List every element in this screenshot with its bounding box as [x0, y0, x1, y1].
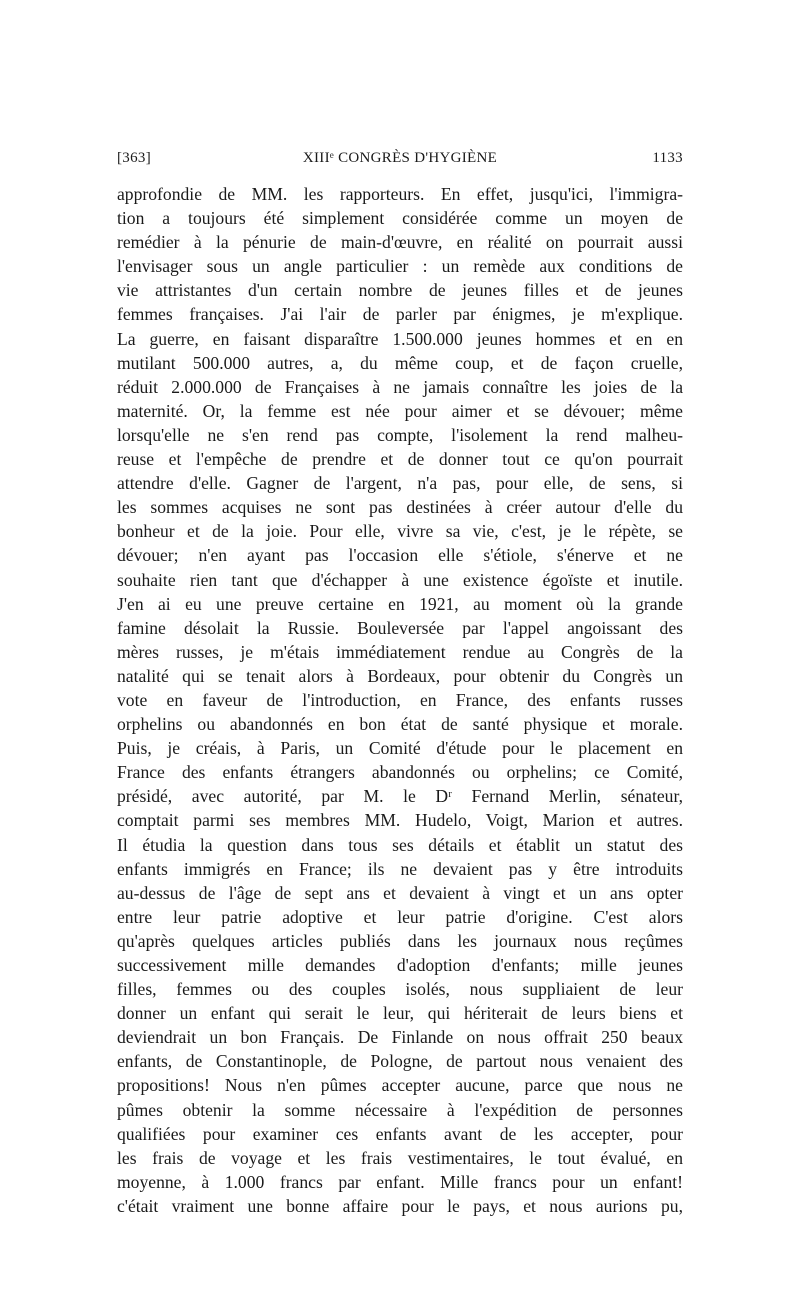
- text-line: attendre d'elle. Gagner de l'argent, n'a pas, pour elle, de sens, si: [117, 473, 683, 494]
- text-line: au-dessus de l'âge de sept ans et devaient à vingt et un ans opter: [117, 882, 683, 903]
- text-line: lorsqu'elle ne s'en rend pas compte, l'isolement la rend malheu-: [117, 424, 683, 445]
- running-header: [117, 150, 683, 172]
- body-text: [117, 182, 683, 1218]
- text-line: pûmes obtenir la somme nécessaire à l'expédition de personnes: [117, 1099, 683, 1120]
- text-line: famine désolait la Russie. Bouleversée par l'appel angoissant des: [117, 617, 683, 638]
- page-reference: [363]: [117, 150, 151, 166]
- text-line: souhaite rien tant que d'échapper à une existence égoïste et inutile.: [117, 569, 683, 590]
- text-line: propositions! Nous n'en pûmes accepter aucune, parce que nous ne: [117, 1075, 683, 1096]
- text-line: natalité qui se tenait alors à Bordeaux, pour obtenir du Congrès un: [117, 665, 683, 686]
- text-line: deviendrait un bon Français. De Finlande on nous offrait 250 beaux: [117, 1027, 683, 1048]
- text-line: les sommes acquises ne sont pas destinées à créer autour d'elle du: [117, 497, 683, 518]
- text-line: mères russes, je m'étais immédiatement rendue au Congrès de la: [117, 641, 683, 662]
- text-line: qualifiées pour examiner ces enfants avant de les accepter, pour: [117, 1123, 683, 1144]
- text-line: maternité. Or, la femme est née pour aimer et se dévouer; même: [117, 400, 683, 421]
- text-line: réduit 2.000.000 de Françaises à ne jamais connaître les joies de la: [117, 376, 683, 397]
- text-line: remédier à la pénurie de main-d'œuvre, en réalité on pourrait aussi: [117, 232, 683, 253]
- text-line: successivement mille demandes d'adoption d'enfants; mille jeunes: [117, 955, 683, 975]
- text-line: approfondie de MM. les rapporteurs. En effet, jusqu'ici, l'immigra-: [117, 184, 683, 204]
- text-line: qu'après quelques articles publiés dans les journaux nous reçûmes: [117, 930, 683, 951]
- text-line: vote en faveur de l'introduction, en France, des enfants russes: [117, 689, 683, 710]
- text-line: enfants immigrés en France; ils ne devaient pas y être introduits: [117, 858, 683, 879]
- text-line: entre leur patrie adoptive et leur patrie d'origine. C'est alors: [117, 906, 683, 927]
- text-line: vie attristantes d'un certain nombre de jeunes filles et de jeunes: [117, 280, 683, 301]
- text-line: femmes françaises. J'ai l'air de parler par énigmes, je m'explique.: [117, 304, 683, 325]
- text-line: Puis, je créais, à Paris, un Comité d'étude pour le placement en: [117, 738, 683, 759]
- text-line: moyenne, à 1.000 francs par enfant. Mille francs pour un enfant!: [117, 1171, 683, 1192]
- text-line: c'était vraiment une bonne affaire pour le pays, et nous aurions pu,: [117, 1195, 683, 1216]
- text-line: dévouer; n'en ayant pas l'occasion elle s'étiole, s'énerve et ne: [117, 545, 683, 566]
- text-line: présidé, avec autorité, par M. le Dʳ Fernand Merlin, sénateur,: [117, 786, 683, 807]
- text-line: Il étudia la question dans tous ses détails et établit un statut des: [117, 834, 683, 855]
- text-line: reuse et l'empêche de prendre et de donner tout ce qu'on pourrait: [117, 449, 683, 470]
- text-line: bonheur et de la joie. Pour elle, vivre sa vie, c'est, je le répète, se: [117, 521, 683, 542]
- text-line: comptait parmi ses membres MM. Hudelo, Voigt, Marion et autres.: [117, 810, 683, 831]
- text-line: France des enfants étrangers abandonnés ou orphelins; ce Comité,: [117, 762, 683, 783]
- text-line: donner un enfant qui serait le leur, qui hériterait de leurs biens et: [117, 1003, 683, 1024]
- text-line: J'en ai eu une preuve certaine en 1921, au moment où la grande: [117, 593, 683, 614]
- running-title: XIIIᵉ CONGRÈS D'HYGIÈNE: [302, 150, 498, 166]
- text-line: enfants, de Constantinople, de Pologne, de partout nous venaient des: [117, 1051, 683, 1072]
- text-line: orphelins ou abandonnés en bon état de santé physique et morale.: [117, 714, 683, 735]
- text-line: mutilant 500.000 autres, a, du même coup, et de façon cruelle,: [117, 352, 683, 373]
- text-line: les frais de voyage et les frais vestimentaires, le tout évalué, en: [117, 1147, 683, 1168]
- text-line: l'envisager sous un angle particulier : un remède aux conditions de: [117, 256, 683, 277]
- page-number: 1133: [652, 150, 683, 166]
- text-line: La guerre, en faisant disparaître 1.500.000 jeunes hommes et en en: [117, 328, 683, 349]
- text-line: tion a toujours été simplement considérée comme un moyen de: [117, 208, 683, 229]
- text-line: filles, femmes ou des couples isolés, nous suppliaient de leur: [117, 979, 683, 1000]
